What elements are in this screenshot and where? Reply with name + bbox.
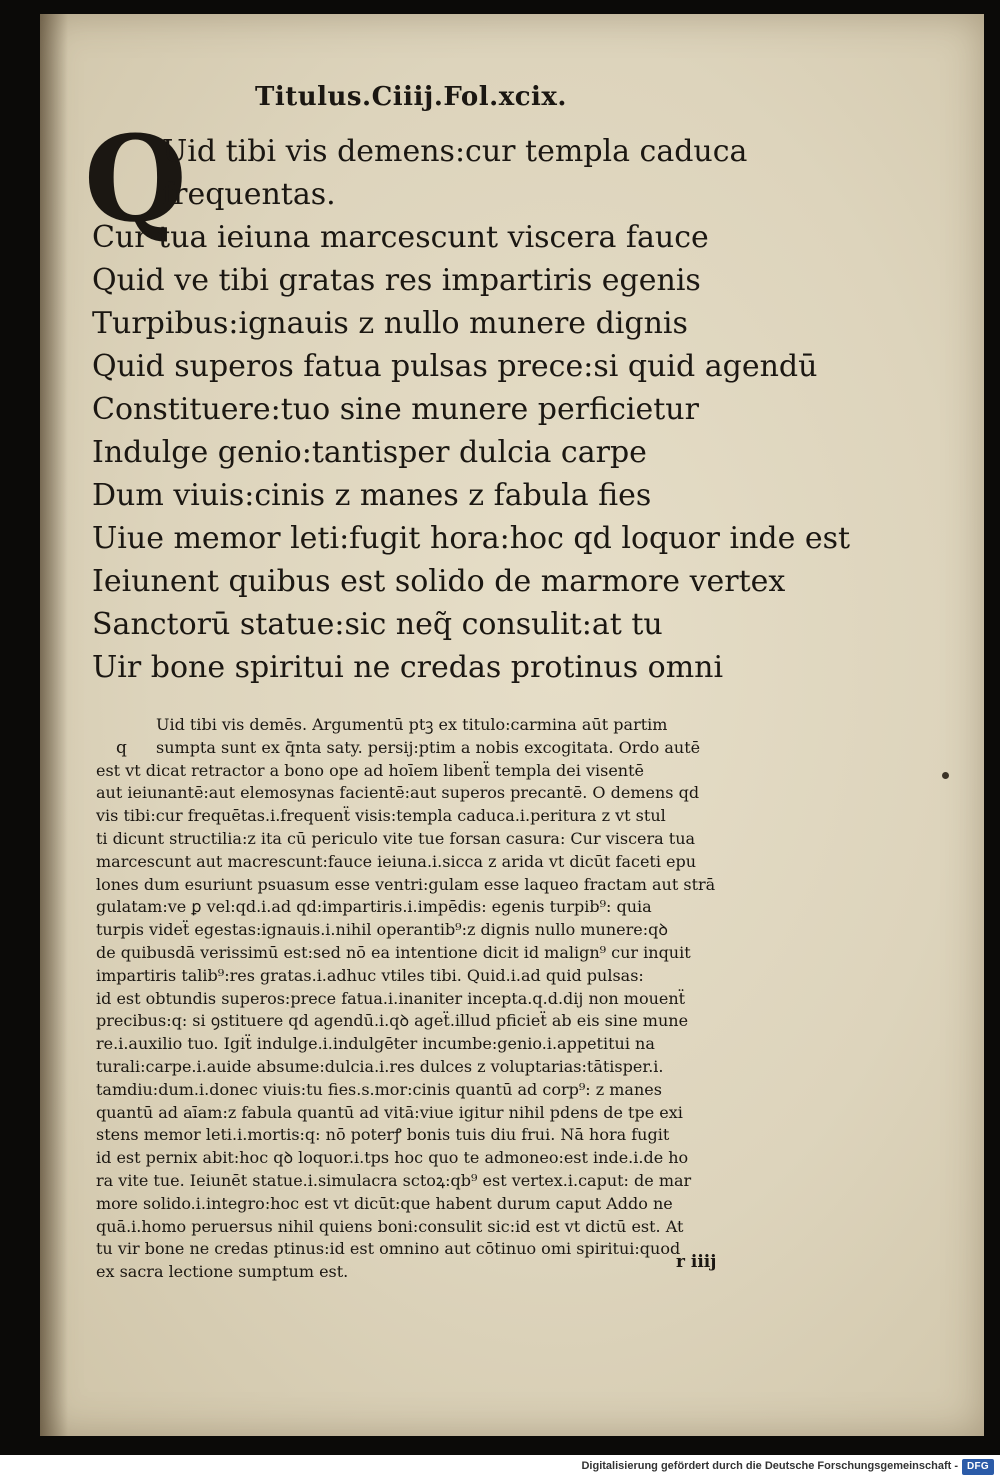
decorated-initial: Q: [84, 109, 187, 248]
funding-credit: Digitalisierung gefördert durch die Deutsche Forschungsgemeinschaft -: [581, 1460, 958, 1472]
verse-line: Quid ve tibi gratas res impartiris egenis: [92, 263, 701, 298]
verse-line: Indulge genio:tantisper dulcia carpe: [92, 435, 647, 470]
page-gutter-shadow: [40, 14, 68, 1436]
commentary-line: turali:carpe.i.auide absume:dulcia.i.res dulces z voluptarias:tātisper.i.: [96, 1056, 664, 1076]
verse-line: Turpibus:ignauis z nullo munere dignis: [92, 306, 688, 341]
footer-bar: [0, 1455, 1000, 1481]
commentary-line: lones dum esuriunt psuasum esse ventri:gulam esse laqueo fractam aut strā: [96, 874, 716, 894]
commentary-line: ti dicunt structilia:z ita cū periculo vite tue forsan casura: Cur viscera tua: [96, 828, 696, 848]
commentary-line: vis tibi:cur frequētas.i.frequenẗ visis:templa caduca.i.peritura z vt stul: [96, 806, 666, 826]
commentary-side-letter: q: [116, 738, 127, 758]
verse-line: Uiue memor leti:fugit hora:hoc qd loquor inde est: [92, 521, 851, 556]
margin-speck: [942, 772, 949, 779]
commentary-line: stens memor leti.i.mortis:q: nō poterꝭ bonis tuis diu frui. Nā hora fugit: [96, 1125, 670, 1145]
dfg-logo-icon: DFG: [962, 1459, 994, 1475]
signature-mark: r iiij: [676, 1252, 717, 1272]
commentary-line: tu vir bone ne credas ptinus:id est omnino aut cōtinuo omi spiritui:quod: [96, 1239, 681, 1259]
commentary-line: quā.i.homo peruersus nihil quiens boni:consulit sic:id est vt dictū est. At: [96, 1216, 684, 1236]
verse-block: [92, 130, 851, 689]
verse-line: Quid superos fatua pulsas prece:si quid agendū: [92, 349, 818, 384]
commentary-line: id est obtundis superos:prece fatua.i.inaniter incepta.q.d.dij non mouenẗ: [96, 988, 686, 1008]
verse-line: Cur tua ieiuna marcescunt viscera fauce: [92, 220, 709, 255]
commentary-line: ex sacra lectione sumptum est.: [96, 1262, 349, 1282]
commentary-line: marcescunt aut macrescunt:fauce ieiuna.i.sicca z arida vt dicūt faceti epu: [96, 851, 697, 871]
commentary-line: gulatam:ve ꝑ vel:qd.i.ad qd:impartiris.i.impēdis: egenis turpib⁹: quia: [96, 897, 652, 917]
commentary-line: precibus:q: si ꝯstituere qd agendū.i.qꝺ ageẗ.illud pficieẗ ab eis sine mune: [96, 1011, 689, 1031]
verse-line: frequentas.: [162, 177, 336, 212]
commentary-line: aut ieiunantē:aut elemosynas facientē:aut superos precantē. O demens qd: [96, 783, 700, 803]
page-header: Titulus.Ciiij.Fol.xcix.: [255, 82, 567, 112]
commentary-line: tamdiu:dum.i.donec viuis:tu fies.s.mor:cinis quantū ad corp⁹: z manes: [96, 1079, 662, 1099]
commentary-line: Uid tibi vis demēs. Argumentū ptꝫ ex titulo:carmina aūt partim: [156, 715, 668, 734]
commentary-line: de quibusdā verissimū est:sed nō ea intentione dicit id malign⁹ cur inquit: [96, 942, 691, 962]
verse-line: Sanctorū statue:sic neq̃ consulit:at tu: [92, 607, 663, 642]
commentary-line: est vt dicat retractor a bono ope ad hoīem libenẗ templa dei visentē: [96, 760, 644, 780]
commentary-line: impartiris talib⁹:res gratas.i.adhuc vtiles tibi. Quid.i.ad quid pulsas:: [96, 965, 644, 985]
commentary-line: quantū ad aīam:z fabula quantū ad vitā:viue igitur nihil pdens de tpe exi: [96, 1102, 683, 1122]
commentary-line: re.i.auxilio tuo. Igiẗ indulge.i.indulgēter incumbe:genio.i.appetitui na: [96, 1034, 655, 1054]
verse-line: Dum viuis:cinis z manes z fabula fies: [92, 478, 652, 513]
commentary-line: sumpta sunt ex q̄nta saty. persij:ptim a nobis excogitata. Ordo autē: [156, 737, 701, 757]
verse-line: Constituere:tuo sine munere perficietur: [92, 392, 699, 427]
commentary-line: id est pernix abit:hoc qꝺ loquor.i.tps hoc quo te admoneo:est inde.i.de ho: [96, 1148, 689, 1168]
commentary-line: turpis videẗ egestas:ignauis.i.nihil operantib⁹:z dignis nullo munere:qꝺ: [96, 920, 668, 940]
commentary-line: ra vite tue. Ieiunēt statue.i.simulacra sctoꝝ:qb⁹ est vertex.i.caput: de mar: [96, 1170, 692, 1190]
verse-line: Uir bone spiritui ne credas protinus omni: [92, 650, 724, 685]
verse-line: Uid tibi vis demens:cur templa caduca: [162, 134, 748, 169]
verse-line: Ieiunent quibus est solido de marmore vertex: [92, 564, 786, 599]
commentary-block: [96, 714, 776, 1284]
commentary-line: more solido.i.integro:hoc est vt dicūt:que habent durum caput Addo ne: [96, 1193, 673, 1213]
